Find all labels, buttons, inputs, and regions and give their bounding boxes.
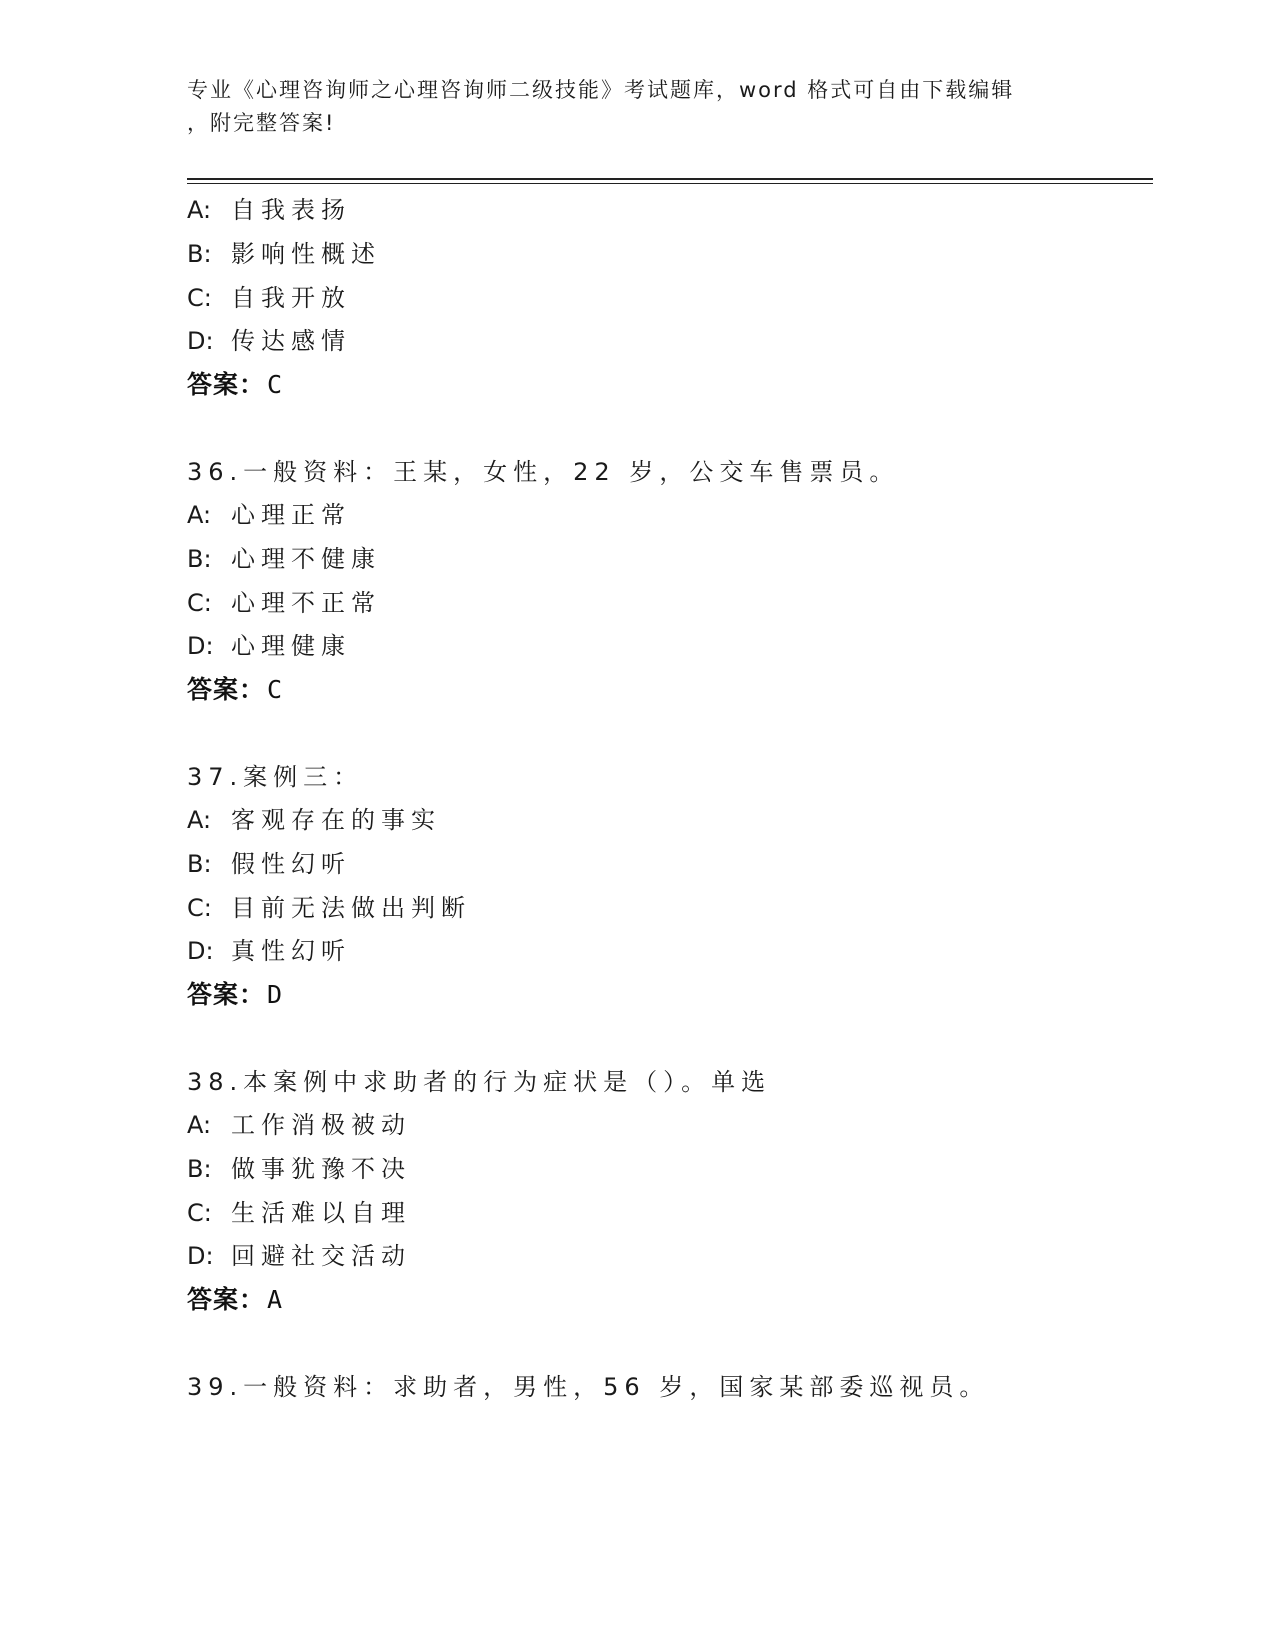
option-text: 工作消极被动 <box>231 1111 411 1139</box>
q35-option-c <box>187 283 351 313</box>
answer-label: 答案： <box>187 1285 266 1314</box>
option-label: D: <box>187 1242 214 1270</box>
q36-option-b <box>187 544 381 574</box>
q36-option-d <box>187 631 351 661</box>
option-label: D: <box>187 327 214 355</box>
q35-option-d <box>187 326 351 356</box>
option-text: 影响性概述 <box>231 240 381 268</box>
option-text: 自我开放 <box>231 284 351 312</box>
option-text: 心理不健康 <box>231 545 381 573</box>
document-header <box>187 74 1087 140</box>
option-label: B: <box>187 240 212 268</box>
q38-option-b <box>187 1154 411 1184</box>
q38-option-c <box>187 1198 411 1228</box>
answer-label: 答案： <box>187 370 266 399</box>
option-label: C: <box>187 894 212 922</box>
option-label: A: <box>187 501 212 529</box>
option-label: C: <box>187 284 212 312</box>
q37-option-b <box>187 849 351 879</box>
q38-stem: 38.本案例中求助者的行为症状是（）。单选 <box>187 1068 772 1096</box>
q37-stem: 37.案例三： <box>187 763 364 791</box>
option-label: B: <box>187 850 212 878</box>
q37-answer <box>187 980 283 1010</box>
option-text: 心理健康 <box>231 632 351 660</box>
option-text: 自我表扬 <box>231 196 351 224</box>
answer-label: 答案： <box>187 980 266 1009</box>
header-line-1: 专业《心理咨询师之心理咨询师二级技能》考试题库，word 格式可自由下载编辑 <box>187 78 1015 102</box>
option-text: 真性幻听 <box>231 937 351 965</box>
header-line-2: ，附完整答案! <box>187 111 336 135</box>
q36-stem: 36.一般资料：王某，女性，22 岁，公交车售票员。 <box>187 458 900 486</box>
option-text: 目前无法做出判断 <box>231 894 471 922</box>
q37-option-a <box>187 805 441 835</box>
option-text: 传达感情 <box>231 327 351 355</box>
option-label: C: <box>187 1199 212 1227</box>
q35-option-b <box>187 239 381 269</box>
header-divider-thin <box>187 183 1153 184</box>
option-text: 做事犹豫不决 <box>231 1155 411 1183</box>
answer-value: C <box>267 675 284 704</box>
answer-label: 答案： <box>187 675 266 704</box>
option-text: 心理正常 <box>231 501 351 529</box>
q36-option-c <box>187 588 381 618</box>
option-text: 客观存在的事实 <box>231 806 441 834</box>
q38-option-a <box>187 1110 411 1140</box>
option-label: A: <box>187 806 212 834</box>
answer-value: A <box>267 1285 284 1314</box>
q35-option-a <box>187 195 351 225</box>
option-text: 假性幻听 <box>231 850 351 878</box>
option-label: B: <box>187 545 212 573</box>
q39-stem: 39.一般资料：求助者，男性，56 岁，国家某部委巡视员。 <box>187 1373 990 1401</box>
option-label: C: <box>187 589 212 617</box>
q37-option-c <box>187 893 471 923</box>
answer-value: C <box>267 370 284 399</box>
q38-answer <box>187 1285 283 1315</box>
option-label: A: <box>187 1111 212 1139</box>
q36-option-a <box>187 500 351 530</box>
option-label: A: <box>187 196 212 224</box>
option-text: 心理不正常 <box>231 589 381 617</box>
q38-option-d <box>187 1241 411 1271</box>
option-label: D: <box>187 937 214 965</box>
header-divider-thick <box>187 178 1153 180</box>
q36-answer <box>187 675 283 705</box>
answer-value: D <box>267 980 284 1009</box>
option-text: 回避社交活动 <box>231 1242 411 1270</box>
option-text: 生活难以自理 <box>231 1199 411 1227</box>
option-label: B: <box>187 1155 212 1183</box>
q37-option-d <box>187 936 351 966</box>
option-label: D: <box>187 632 214 660</box>
q35-answer <box>187 370 283 400</box>
